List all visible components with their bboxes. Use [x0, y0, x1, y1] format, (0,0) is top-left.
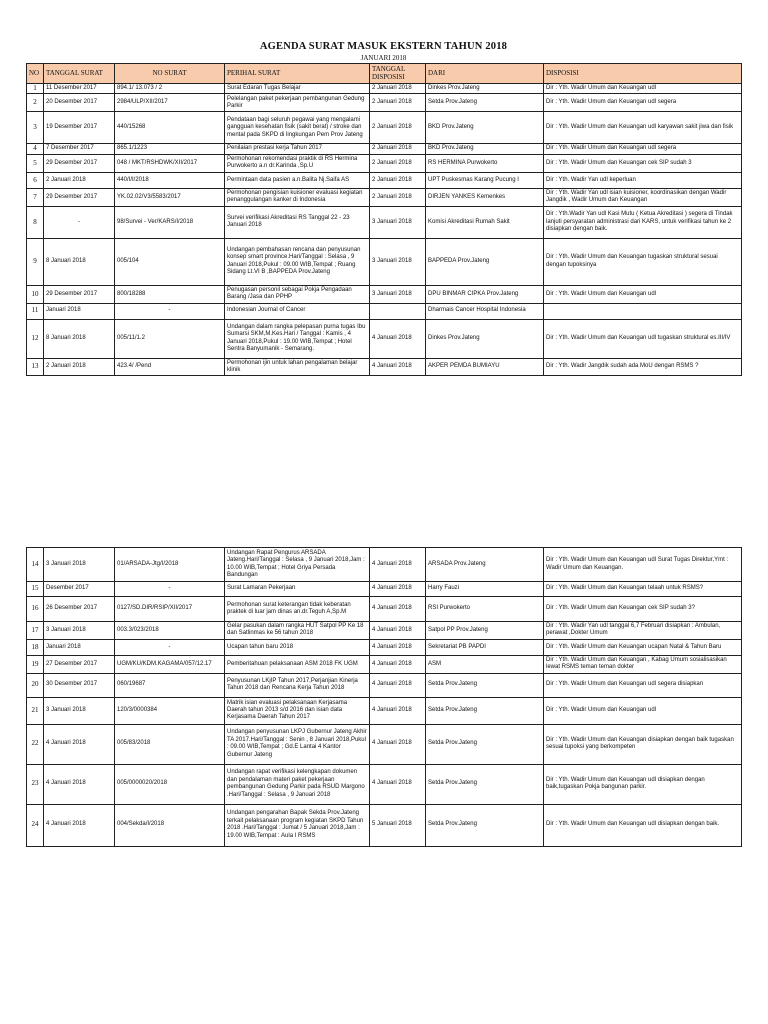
header-perihal-surat: PERIHAL SURAT	[225, 64, 370, 84]
cell-no-surat: 894.1/ 13.073 / 2	[115, 84, 225, 94]
cell-tanggal-surat: 11 Desember 2017	[44, 84, 115, 94]
cell-disposisi: Dir : Yth. Wadir Umum dan Keuangan udl disiapkan dengan baik.	[544, 804, 742, 846]
cell-dari: DIRJEN YANKES Kemenkes	[426, 188, 544, 206]
cell-perihal-surat: Surat Lamaran Pekerjaan	[225, 582, 370, 597]
cell-perihal-surat: Pelelangan paket pekerjaan pembangunan Gedung Parkir	[225, 94, 370, 112]
cell-no-surat: -	[115, 582, 225, 597]
cell-no: 16	[27, 597, 44, 622]
cell-dari: Setda Prov.Jateng	[426, 697, 544, 724]
cell-disposisi: Dir : Yth. Wadir Umum dan Keuangan , Kabag Umum sosialisasikan lewat RSMS teman teman dokter	[544, 655, 742, 673]
cell-no-surat: 060/19687	[115, 673, 225, 697]
cell-no: 15	[27, 582, 44, 597]
cell-no: 12	[27, 319, 44, 358]
table-row	[27, 84, 742, 94]
table-row	[27, 597, 742, 622]
cell-dari: RSI Purwokerto	[426, 597, 544, 622]
cell-dari: Setda Prov.Jateng	[426, 804, 544, 846]
cell-disposisi: Dir : Yth. Wadir Umum dan Keuangan udl disiapkan dengan baik,tugaskan Pokja bangunan parkir.	[544, 764, 742, 804]
cell-dari: Setda Prov.Jateng	[426, 673, 544, 697]
table-row	[27, 764, 742, 804]
document-subtitle: JANUARI 2018	[360, 54, 407, 62]
agenda-table-continued	[26, 547, 742, 847]
cell-tanggal-disposisi: 4 Januari 2018	[370, 319, 426, 358]
cell-tanggal-disposisi: 4 Januari 2018	[370, 673, 426, 697]
table-row	[27, 285, 742, 303]
cell-perihal-surat: Undangan penyusunan LKPJ Gubernur Jateng Akhir TA 2017.Hari/Tanggal : Senin , 8 Januari 2018,Pukul : 09.00 WIB,Tempat ; Gd.E Lantai 4 Kantor Gubernur Jateng	[225, 724, 370, 764]
cell-tanggal-surat: 3 Januari 2018	[44, 548, 115, 582]
cell-no: 13	[27, 358, 44, 376]
table-row	[27, 724, 742, 764]
cell-no: 17	[27, 622, 44, 640]
table-header-row	[27, 64, 742, 84]
cell-no: 2	[27, 94, 44, 112]
table-row	[27, 112, 742, 144]
cell-tanggal-disposisi: 2 Januari 2018	[370, 94, 426, 112]
cell-disposisi: Dir : Yth. Wadir Yan udl tanggal 6,7 Februari disiapkan : Ambulan, perawat ,Dokter Umum	[544, 622, 742, 640]
table-row	[27, 582, 742, 597]
table-row	[27, 548, 742, 582]
cell-tanggal-surat: 3 Januari 2018	[44, 622, 115, 640]
header-dari: DARI	[426, 64, 544, 84]
cell-dari: Harry Fauzi	[426, 582, 544, 597]
table-row	[27, 206, 742, 238]
cell-no-surat: 005/11/1.2	[115, 319, 225, 358]
cell-no-surat: 440/15268	[115, 112, 225, 144]
cell-no-surat: 048 / MKT/RSHDWK/XII/2017	[115, 154, 225, 172]
cell-perihal-surat: Penilaian prestasi kerja Tahun 2017	[225, 144, 370, 154]
cell-tanggal-surat: -	[44, 206, 115, 238]
cell-tanggal-surat: 26 Desember 2017	[44, 597, 115, 622]
cell-no-surat: 865.1/1223	[115, 144, 225, 154]
cell-tanggal-disposisi: 2 Januari 2018	[370, 144, 426, 154]
cell-disposisi: Dir : Yth.Wadir Yan udl Kasi Mutu ( Ketua Akreditasi ) segera di Tindak lanjuti persyaratan administrasi dari KARS, untuk verifikasi tahun ke 2 disiapkan dengan baik.	[544, 206, 742, 238]
cell-disposisi: Dir : Yth. Wadir Jangdik sudah ada MoU dengan RSMS ?	[544, 358, 742, 376]
cell-no-surat: 003.3/023/2018	[115, 622, 225, 640]
cell-perihal-surat: Gelar pasukan dalam rangka HUT Satpol PP Ke 18 dan Satlinmas ke 56 tahun 2018	[225, 622, 370, 640]
cell-no: 23	[27, 764, 44, 804]
cell-dari: Sekretariat PB PAPDI	[426, 639, 544, 655]
cell-tanggal-surat: 29 Desember 2017	[44, 154, 115, 172]
cell-tanggal-surat: 3 Januari 2018	[44, 697, 115, 724]
cell-tanggal-surat: 4 Januari 2018	[44, 724, 115, 764]
cell-perihal-surat: Ucapan tahun baru 2018	[225, 639, 370, 655]
cell-disposisi: Dir : Yth. Wadir Umum dan Keuangan disiapkan dengan baik tugaskan sesuai tupoksi yang berkompeten	[544, 724, 742, 764]
header-disposisi: DISPOSISI	[544, 64, 742, 84]
cell-perihal-surat: Matrik isian evaluasi pelaksanaan Kerjasama Daerah tahun 2013 s/d 2016 dan isian data Kerjasama Daerah Tahun 2017	[225, 697, 370, 724]
cell-no: 6	[27, 172, 44, 188]
cell-tanggal-disposisi: 4 Januari 2018	[370, 724, 426, 764]
cell-disposisi: Dir : Yth. Wadir Umum dan Keuangan tugaskan struktural sesuai dengan tupoksinya	[544, 238, 742, 285]
cell-no: 9	[27, 238, 44, 285]
cell-perihal-surat: Permintaan data pasien a.n.Balita Nj.Saifa AS	[225, 172, 370, 188]
cell-tanggal-surat: 27 Desember 2017	[44, 655, 115, 673]
cell-disposisi: Dir : Yth. Wadir Umum dan Keuangan cek SIP sudah 3?	[544, 597, 742, 622]
cell-no-surat: -	[115, 303, 225, 319]
cell-tanggal-disposisi: 4 Januari 2018	[370, 764, 426, 804]
cell-disposisi: Dir : Yth. Wadir Yan udl keperluan	[544, 172, 742, 188]
cell-dari: ARSADA Prov.Jateng	[426, 548, 544, 582]
table-row	[27, 804, 742, 846]
cell-disposisi: Dir : Yth. Wadir Umum dan Keuangan udl	[544, 697, 742, 724]
table-row	[27, 697, 742, 724]
cell-dari: Dinkes Prov.Jateng	[426, 84, 544, 94]
cell-perihal-surat: Permohonan rekomendasi praktik di RS Hermina Purwokerto a.n dr.Karinda ,Sp.U	[225, 154, 370, 172]
cell-no: 4	[27, 144, 44, 154]
cell-dari: Dinkes Prov.Jateng	[426, 319, 544, 358]
agenda-table	[26, 63, 742, 376]
cell-tanggal-disposisi: 4 Januari 2018	[370, 548, 426, 582]
cell-disposisi: Dir : Yth. Wadir Umum dan Keuangan udl	[544, 84, 742, 94]
cell-tanggal-disposisi: 4 Januari 2018	[370, 597, 426, 622]
cell-dari: DPU BINMAR CIPKA Prov.Jateng	[426, 285, 544, 303]
cell-no: 24	[27, 804, 44, 846]
cell-perihal-surat: Permohonan surat keterangan tidak keberatan praktek di luar jam dinas an.dr.Teguh A,Sp.M	[225, 597, 370, 622]
header-tanggal-disposisi: TANGGAL DISPOSISI	[370, 64, 426, 84]
header-no: NO	[27, 64, 44, 84]
cell-perihal-surat: Surat Edaran Tugas Belajar	[225, 84, 370, 94]
cell-disposisi: Dir : Yth. Wadir Umum dan Keuangan udl segera disiapkan	[544, 673, 742, 697]
table-row	[27, 154, 742, 172]
cell-dari: ASM	[426, 655, 544, 673]
cell-tanggal-surat: Januari 2018	[44, 303, 115, 319]
cell-tanggal-disposisi: 2 Januari 2018	[370, 84, 426, 94]
cell-no: 19	[27, 655, 44, 673]
cell-dari: Satpol PP Prov.Jateng	[426, 622, 544, 640]
cell-tanggal-disposisi: 2 Januari 2018	[370, 188, 426, 206]
cell-dari: Komisi Akreditasi Rumah Sakit	[426, 206, 544, 238]
cell-tanggal-disposisi: 2 Januari 2018	[370, 172, 426, 188]
cell-disposisi: Dir : Yth. Wadir Umum dan Keuangan udl tugaskan struktural es.III/IV	[544, 319, 742, 358]
cell-perihal-surat: Survei verifikasi Akreditasi RS Tanggal 22 - 23 Januari 2018	[225, 206, 370, 238]
cell-perihal-surat: Pendataan bagi seluruh pegawai yang mengalami gangguan kesehatan fisik (sakit berat) / stroke dan mental pada SKPD di lingkungan Pem Prov Jateng	[225, 112, 370, 144]
cell-tanggal-surat: 29 Desember 2017	[44, 188, 115, 206]
cell-no: 5	[27, 154, 44, 172]
cell-disposisi: Dir : Yth. Wadir Umum dan Keuangan udl	[544, 285, 742, 303]
cell-disposisi: Dir : Yth. Wadir Umum dan Keuangan udl karyawan sakit jiwa dan fisik	[544, 112, 742, 144]
cell-tanggal-disposisi: 4 Januari 2018	[370, 655, 426, 673]
cell-perihal-surat: Undangan pembahasan rencana dan penyusunan konsep smart province.Hari/Tanggal : Selasa , 9 Januari 2018,Pukul : 09.00 WIB,Tempat ; Ruang Sidang Lt.VI B ,BAPPEDA Prov.Jateng	[225, 238, 370, 285]
table-row	[27, 655, 742, 673]
cell-disposisi: Dir : Yth. Wadir Umum dan Keuangan udl Surat Tugas Direktur,Ymt : Wadir Umum dan Keuangan.	[544, 548, 742, 582]
cell-tanggal-disposisi	[370, 303, 426, 319]
cell-dari: Setda Prov.Jateng	[426, 94, 544, 112]
table-row	[27, 144, 742, 154]
cell-no: 21	[27, 697, 44, 724]
cell-no-surat: 423.4/ /Pend	[115, 358, 225, 376]
cell-disposisi: Dir : Yth. Wadir Yan udl isian kuisioner, koordinasikan dengan Wadir Jangdik , Wadir Umum dan Keuangan	[544, 188, 742, 206]
table-row	[27, 319, 742, 358]
cell-dari: Setda Prov.Jateng	[426, 724, 544, 764]
cell-tanggal-disposisi: 2 Januari 2018	[370, 154, 426, 172]
cell-perihal-surat: Pemberitahuan pelaksanaan ASM 2018 FK UGM	[225, 655, 370, 673]
cell-disposisi: Dir : Yth. Wadir Umum dan Keuangan udl segera	[544, 94, 742, 112]
cell-tanggal-surat: 7 Desember 2017	[44, 144, 115, 154]
cell-no: 20	[27, 673, 44, 697]
table-row	[27, 94, 742, 112]
cell-no-surat: 005/83/2018	[115, 724, 225, 764]
cell-no: 7	[27, 188, 44, 206]
cell-no: 11	[27, 303, 44, 319]
cell-dari: BKD Prov.Jateng	[426, 112, 544, 144]
cell-disposisi: Dir : Yth. Wadir Umum dan Keuangan cek SIP sudah 3	[544, 154, 742, 172]
cell-tanggal-surat: 2 Januari 2018	[44, 358, 115, 376]
cell-perihal-surat: Permohonan pengisian kuisioner evaluasi kegiatan penanggulangan kanker di Indonesia	[225, 188, 370, 206]
cell-tanggal-disposisi: 3 Januari 2018	[370, 238, 426, 285]
cell-no-surat: -	[115, 639, 225, 655]
table-row	[27, 358, 742, 376]
cell-dari: AKPER PEMDA BUMIAYU	[426, 358, 544, 376]
cell-tanggal-disposisi: 2 Januari 2018	[370, 112, 426, 144]
cell-perihal-surat: Penyusunan LKjIP Tahun 2017,Perjanjian Kinerja Tahun 2018 dan Rencana Kerja Tahun 2018	[225, 673, 370, 697]
cell-no: 10	[27, 285, 44, 303]
cell-disposisi: Dir : Yth. Wadir Umum dan Keuangan ucapan Natal & Tahun Baru	[544, 639, 742, 655]
cell-dari: BAPPEDA Prov.Jateng	[426, 238, 544, 285]
cell-perihal-surat: Penugasan personil sebagai Pokja Pengadaan Barang /Jasa dan PPHP	[225, 285, 370, 303]
cell-dari: BKD Prov.Jateng	[426, 144, 544, 154]
table-body	[27, 548, 742, 847]
cell-tanggal-disposisi: 3 Januari 2018	[370, 285, 426, 303]
cell-dari: UPT Puskesmas Karang Pucung I	[426, 172, 544, 188]
cell-dari: Dharmais Cancer Hospital Indonesia	[426, 303, 544, 319]
cell-tanggal-surat: 4 Januari 2018	[44, 804, 115, 846]
cell-perihal-surat: Undangan pengarahan Bapak Sekda Prov.Jateng terkait pelaksanaan program kegiatan SKPD Tahun 2018 .Hari/Tanggal : Jumat / 5 Januari 2018,Jam : 19.00 WIB,Tempat : Aula I RSMS	[225, 804, 370, 846]
cell-tanggal-surat: 8 Januari 2018	[44, 319, 115, 358]
header-no-surat: NO SURAT	[115, 64, 225, 84]
cell-no-surat: 800/18288	[115, 285, 225, 303]
cell-dari: Setda Prov.Jateng	[426, 764, 544, 804]
table-row	[27, 172, 742, 188]
cell-no: 14	[27, 548, 44, 582]
cell-no-surat: 98/Survei - Ver/KARS/I/2018	[115, 206, 225, 238]
cell-disposisi: Dir : Yth. Wadir Umum dan Keuangan udl segera	[544, 144, 742, 154]
page-one	[26, 40, 741, 376]
cell-tanggal-surat: 2 Januari 2018	[44, 172, 115, 188]
cell-no-surat: 004/Sekda/I/2018	[115, 804, 225, 846]
cell-tanggal-disposisi: 4 Januari 2018	[370, 639, 426, 655]
cell-perihal-surat: Permohonan ijin untuk lahan pengalaman belajar klinik	[225, 358, 370, 376]
table-row	[27, 238, 742, 285]
cell-tanggal-surat: 8 Januari 2018	[44, 238, 115, 285]
header-tanggal-surat: TANGGAL SURAT	[44, 64, 115, 84]
cell-no-surat: 440/I/I/2018	[115, 172, 225, 188]
cell-no: 18	[27, 639, 44, 655]
cell-no-surat: 005/104	[115, 238, 225, 285]
cell-tanggal-surat: Desember 2017	[44, 582, 115, 597]
table-body	[27, 84, 742, 376]
cell-dari: RS HERMINA Purwokerto	[426, 154, 544, 172]
cell-tanggal-disposisi: 3 Januari 2018	[370, 206, 426, 238]
cell-perihal-surat: Undangan rapat verifikasi kelengkapan dokumen dan pendalaman materi paket pekerjaan pembangunan Gedung Parkir pada RSUD Margono .Hari/Tanggal : Selasa , 9 Januari 2018	[225, 764, 370, 804]
cell-no-surat: YK.02.02/V3/5583/2017	[115, 188, 225, 206]
cell-perihal-surat: Undangan Rapat Pengurus ARSADA Jateng.Hari/Tanggal : Selasa , 9 Januari 2018,Jam : 10.00 WIB,Tempat ; Hotel Griya Persada Bandungan	[225, 548, 370, 582]
cell-tanggal-surat: 30 Desember 2017	[44, 673, 115, 697]
document-title: AGENDA SURAT MASUK EKSTERN TAHUN 2018	[259, 41, 508, 52]
cell-tanggal-surat: 4 Januari 2018	[44, 764, 115, 804]
cell-no-surat: 2984/ULP/XII/2017	[115, 94, 225, 112]
cell-no-surat: 0127/SD.DIR/RSIP/XII/2017	[115, 597, 225, 622]
cell-tanggal-disposisi: 4 Januari 2018	[370, 622, 426, 640]
table-row	[27, 673, 742, 697]
cell-no-surat: 01/ARSADA-Jtg/I/2018	[115, 548, 225, 582]
cell-tanggal-disposisi: 4 Januari 2018	[370, 697, 426, 724]
cell-tanggal-disposisi: 4 Januari 2018	[370, 358, 426, 376]
cell-no: 8	[27, 206, 44, 238]
cell-tanggal-surat: 19 Desember 2017	[44, 112, 115, 144]
cell-no-surat: UGM/KU/KDM.KAGAMA/057/12.17	[115, 655, 225, 673]
cell-tanggal-surat: Januari 2018	[44, 639, 115, 655]
cell-no-surat: 120/3/0000384	[115, 697, 225, 724]
cell-perihal-surat: Indonesian Journal of Cancer	[225, 303, 370, 319]
cell-no: 1	[27, 84, 44, 94]
table-row	[27, 188, 742, 206]
cell-tanggal-surat: 29 Desember 2017	[44, 285, 115, 303]
cell-perihal-surat: Undangan dalam rangka pelepasan purna tugas Ibu Sumarsi SKM,M.Kes.Hari / Tanggal : Kamis , 4 Januari 2018,Pukul : 19.00 WIB,Tempat ; Hotel Sentra Banyumanik - Semarang.	[225, 319, 370, 358]
cell-no: 3	[27, 112, 44, 144]
cell-tanggal-disposisi: 5 Januari 2018	[370, 804, 426, 846]
table-row	[27, 639, 742, 655]
table-row	[27, 622, 742, 640]
cell-tanggal-surat: 20 Desember 2017	[44, 94, 115, 112]
cell-no-surat: 005/0000020/2018	[115, 764, 225, 804]
cell-no: 22	[27, 724, 44, 764]
page-two	[26, 547, 741, 847]
cell-disposisi: Dir : Yth. Wadir Umum dan Keuangan telaah untuk RSMS?	[544, 582, 742, 597]
cell-tanggal-disposisi: 4 Januari 2018	[370, 582, 426, 597]
table-row	[27, 303, 742, 319]
cell-disposisi	[544, 303, 742, 319]
